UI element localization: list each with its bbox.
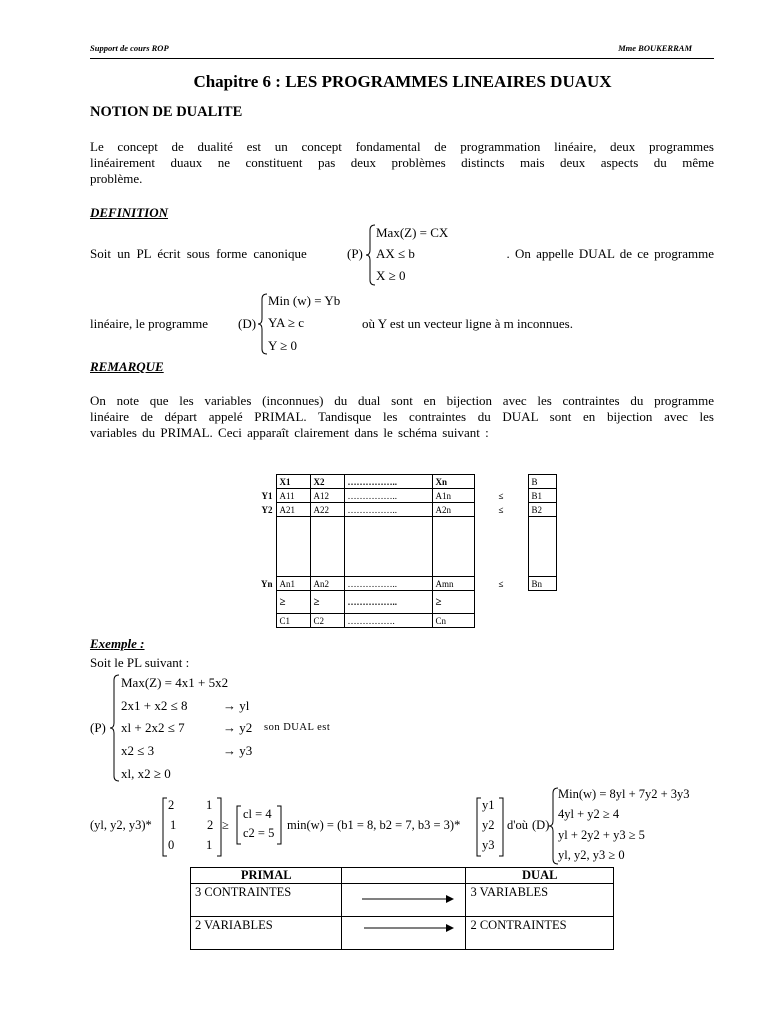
definition-text-2: . On appelle DUAL de ce programme [506, 246, 714, 261]
example-c1: cl = 4 [243, 807, 272, 821]
example-primal-c1-var: → yl [223, 698, 250, 713]
header-rule [90, 58, 714, 59]
example-dual-c1: 4yl + y2 ≥ 4 [558, 807, 620, 821]
matrix-cell: 1 [206, 838, 213, 852]
example-ge-sign: ≥ [222, 818, 229, 832]
pd-dual-cell: 3 VARIABLES [466, 884, 614, 917]
remark-heading: REMARQUE [90, 359, 164, 374]
example-primal-c2-var: → y2 [223, 720, 253, 735]
pd-header-dual: DUAL [466, 868, 614, 884]
example-dual-label: (D) [532, 818, 550, 832]
example-dual-c2: yl + 2y2 + y3 ≥ 5 [558, 828, 645, 842]
intro-line-2: linéairement duaux ne constituent pas deux problèmes distincts mais deux aspects du même [90, 155, 714, 170]
example-min-w: min(w) = (b1 = 8, b2 = 7, b3 = 3)* [287, 818, 461, 832]
dual-constraint: YA ≥ c [268, 315, 305, 330]
matrix-cell: 1 [170, 818, 177, 832]
scheme-b-cell: B2 [528, 503, 556, 517]
example-y-vector: (yl, y2, y3)* [90, 818, 152, 832]
scheme-cell: An1 [276, 577, 310, 591]
duality-scheme-table [248, 474, 557, 628]
scheme-row-label: Y1 [261, 490, 273, 501]
scheme-row [248, 489, 556, 503]
example-intro: Soit le PL suivant : [90, 655, 190, 670]
section-title: NOTION DE DUALITE [90, 104, 243, 120]
pd-arrow-cell [342, 917, 466, 950]
scheme-c-row [248, 614, 556, 628]
example-dual-objective: Min(w) = 8yl + 7y2 + 3y3 [558, 787, 690, 801]
scheme-cell: A22 [310, 503, 344, 517]
definition-text-1: Soit un PL écrit sous forme canonique [90, 246, 307, 261]
scheme-ge: ≥ [276, 591, 310, 614]
example-c2: c2 = 5 [243, 826, 275, 840]
scheme-b-cell: B1 [528, 489, 556, 503]
dual-brace [258, 293, 268, 355]
scheme-col-header: Xn [432, 475, 474, 489]
matrix-cell: 2 [168, 798, 175, 812]
remark-line-1: On note que les variables (inconnues) du dual sont en bijection avec les contraintes du programme [90, 393, 714, 408]
y-column-cell: y3 [482, 838, 495, 852]
scheme-header-row [248, 475, 556, 489]
primal-nonneg: X ≥ 0 [376, 268, 406, 283]
example-heading: Exemple : [90, 636, 145, 651]
scheme-ge-row [248, 591, 556, 614]
pd-arrow-cell [342, 884, 466, 917]
intro-line-1: Le concept de dualité est un concept fondamental de programmation linéaire, deux programmes [90, 139, 714, 154]
scheme-gap-row [248, 517, 556, 577]
pd-dual-cell: 2 CONTRAINTES [466, 917, 614, 950]
example-primal-objective: Max(Z) = 4x1 + 5x2 [121, 675, 229, 690]
scheme-c-cell: C2 [310, 614, 344, 628]
scheme-cell: …………….. [344, 577, 432, 591]
scheme-col-header: X2 [310, 475, 344, 489]
primal-dual-table [190, 867, 614, 950]
right-arrow-icon [346, 894, 458, 904]
scheme-ge: ≥ [432, 591, 474, 614]
example-dual-note: son DUAL est [264, 722, 331, 733]
scheme-row-label: Y2 [261, 504, 273, 515]
example-dual-nonneg: yl, y2, y3 ≥ 0 [558, 848, 625, 862]
pd-header-arrow [342, 868, 466, 884]
definition-text-4: où Y est un vecteur ligne à m inconnues. [362, 316, 573, 331]
pd-header-primal: PRIMAL [191, 868, 342, 884]
remark-line-3: variables du PRIMAL. Ceci apparaît clairement dans le schéma suivant : [90, 425, 489, 440]
remark-line-2: linéaire de départ appelé PRIMAL. Tandisque les contraintes du DUAL sont en bijection avec les [90, 409, 714, 424]
example-dou: d'où [507, 818, 529, 832]
scheme-cell: Amn [432, 577, 474, 591]
scheme-col-header: X1 [276, 475, 310, 489]
scheme-c-cell: C1 [276, 614, 310, 628]
scheme-cell: …………….. [344, 489, 432, 503]
example-primal-label: (P) [90, 720, 106, 735]
matrix-cell: 2 [207, 818, 214, 832]
scheme-b-header: B [528, 475, 556, 489]
page-title: Chapitre 6 : LES PROGRAMMES LINEAIRES DUAUX [193, 72, 612, 91]
example-primal-brace [110, 674, 120, 782]
scheme-row-label: Yn [260, 578, 273, 589]
primal-label: (P) [347, 246, 363, 261]
example-primal-nonneg: xl, x2 ≥ 0 [121, 766, 171, 781]
example-primal-c3: x2 ≤ 3 [121, 743, 155, 758]
primal-objective: Max(Z) = CX [376, 225, 449, 240]
pd-primal-cell: 2 VARIABLES [191, 917, 342, 950]
scheme-cell: A11 [276, 489, 310, 503]
scheme-sign: ≤ [498, 490, 504, 501]
scheme-cell: A21 [276, 503, 310, 517]
scheme-b-cell: Bn [528, 577, 556, 591]
header-left: Support de cours ROP [90, 43, 169, 53]
scheme-ge: …………….. [344, 591, 432, 614]
right-arrow-icon [346, 923, 458, 933]
scheme-cell: An2 [310, 577, 344, 591]
scheme-row [248, 577, 556, 591]
dual-label: (D) [238, 316, 257, 331]
dual-nonneg: Y ≥ 0 [268, 338, 298, 353]
matrix-cell: 1 [206, 798, 213, 812]
pd-header-row [191, 868, 614, 884]
intro-line-3: problème. [90, 171, 143, 186]
matrix-cell: 0 [168, 838, 175, 852]
dual-objective: Min (w) = Yb [268, 293, 341, 308]
scheme-sign: ≤ [498, 504, 504, 515]
example-primal-c3-var: → y3 [223, 743, 253, 758]
y-column-cell: y1 [482, 798, 495, 812]
scheme-row [248, 503, 556, 517]
scheme-cell: A12 [310, 489, 344, 503]
example-primal-c2: xl + 2x2 ≤ 7 [121, 720, 185, 735]
pd-row [191, 884, 614, 917]
scheme-sign: ≤ [498, 578, 504, 589]
primal-brace [366, 224, 376, 286]
definition-heading: DEFINITION [90, 205, 169, 220]
primal-constraint: AX ≤ b [376, 246, 415, 261]
pd-row [191, 917, 614, 950]
scheme-c-cell: Cn [432, 614, 474, 628]
scheme-cell: A1n [432, 489, 474, 503]
pd-primal-cell: 3 CONTRAINTES [191, 884, 342, 917]
y-column-cell: y2 [482, 818, 495, 832]
scheme-cell: …………….. [344, 503, 432, 517]
scheme-col-header: …………….. [344, 475, 432, 489]
scheme-c-cell: ……………. [344, 614, 432, 628]
header-right: Mme BOUKERRAM [618, 43, 692, 53]
example-primal-c1: 2x1 + x2 ≤ 8 [121, 698, 188, 713]
scheme-cell: A2n [432, 503, 474, 517]
definition-text-3: linéaire, le programme [90, 316, 209, 331]
scheme-ge: ≥ [310, 591, 344, 614]
